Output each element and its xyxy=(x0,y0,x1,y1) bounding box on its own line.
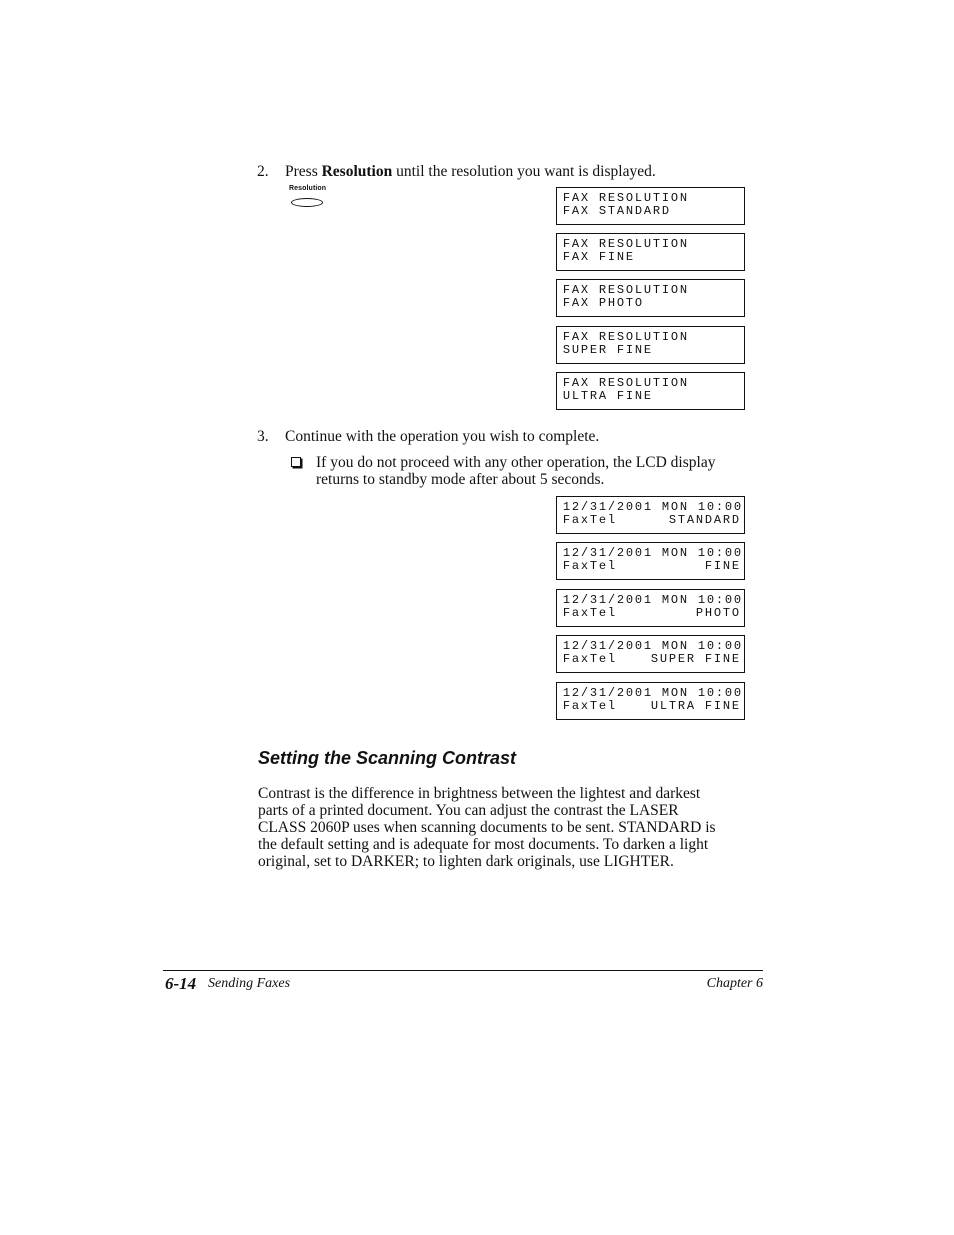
checkbox-bullet-icon xyxy=(291,457,301,467)
paragraph-line: the default setting and is adequate for most documents. To darken a light xyxy=(258,836,709,853)
lcd-line-2-right: F I N E xyxy=(704,559,740,573)
lcd-display xyxy=(556,372,745,410)
page-number: 6-14 xyxy=(165,974,197,993)
lcd-line-2-right: U L T R A F I N E xyxy=(650,699,740,713)
lcd-line-2-left: F A X S T A N D A R D xyxy=(562,204,670,218)
section-heading: Setting the Scanning Contrast xyxy=(258,748,517,768)
lcd-line-1-text: F A X R E S O L U T I O N xyxy=(562,376,688,390)
lcd-line-1-text: 1 2 / 3 1 / 2 0 0 1 M O N 1 0 : 0 0 xyxy=(562,546,742,560)
section-paragraph xyxy=(258,785,764,870)
lcd-line-2-left: F a x T e l xyxy=(562,559,616,573)
lcd-line-2 xyxy=(562,560,740,573)
footer-rule xyxy=(163,970,763,971)
paragraph-line: CLASS 2060P uses when scanning documents to be sent. STANDARD is xyxy=(258,819,716,836)
step-3-number: 3. xyxy=(257,428,269,445)
bullet-text xyxy=(316,454,766,488)
lcd-line-2 xyxy=(562,700,740,713)
footer-chapter: Chapter 6 xyxy=(706,976,763,991)
step-3-text: Continue with the operation you wish to complete. xyxy=(285,428,600,445)
lcd-line-2-left: S U P E R F I N E xyxy=(562,343,652,357)
lcd-line-2-right: S T A N D A R D xyxy=(668,513,740,527)
lcd-display xyxy=(556,635,745,673)
bullet-line-2: returns to standby mode after about 5 seconds. xyxy=(316,471,605,488)
oval-button-icon xyxy=(291,198,323,207)
step-2-number: 2. xyxy=(257,163,269,180)
lcd-line-2-left: F A X F I N E xyxy=(562,250,634,264)
lcd-line-2-left: F A X P H O T O xyxy=(562,296,643,310)
lcd-display xyxy=(556,496,745,534)
lcd-line-1 xyxy=(562,377,740,390)
lcd-line-1-text: 1 2 / 3 1 / 2 0 0 1 M O N 1 0 : 0 0 xyxy=(562,686,742,700)
step-3 xyxy=(257,428,737,446)
lcd-line-1-text: F A X R E S O L U T I O N xyxy=(562,283,688,297)
lcd-line-1 xyxy=(562,238,740,251)
lcd-line-1 xyxy=(562,284,740,297)
lcd-line-1-text: 1 2 / 3 1 / 2 0 0 1 M O N 1 0 : 0 0 xyxy=(562,593,742,607)
lcd-line-2-left: F a x T e l xyxy=(562,652,616,666)
lcd-line-2-left: U L T R A F I N E xyxy=(562,389,652,403)
resolution-button-label: Resolution xyxy=(289,185,327,192)
lcd-display xyxy=(556,542,745,580)
lcd-line-2-right: S U P E R F I N E xyxy=(650,652,740,666)
lcd-display xyxy=(556,279,745,317)
lcd-line-2 xyxy=(562,297,740,310)
lcd-line-2 xyxy=(562,344,740,357)
lcd-display xyxy=(556,187,745,225)
lcd-line-1-text: F A X R E S O L U T I O N xyxy=(562,191,688,205)
step-2-text xyxy=(285,163,656,181)
lcd-display xyxy=(556,233,745,271)
lcd-line-1 xyxy=(562,192,740,205)
step-2 xyxy=(257,163,737,181)
step-2-bold-key: Resolution xyxy=(321,163,393,180)
lcd-line-1-text: 1 2 / 3 1 / 2 0 0 1 M O N 1 0 : 0 0 xyxy=(562,500,742,514)
lcd-line-1-text: 1 2 / 3 1 / 2 0 0 1 M O N 1 0 : 0 0 xyxy=(562,639,742,653)
step-2-suffix: until the resolution you want is displayed. xyxy=(392,163,656,180)
lcd-line-2 xyxy=(562,390,740,403)
lcd-line-2-left: F a x T e l xyxy=(562,699,616,713)
lcd-line-2 xyxy=(562,607,740,620)
lcd-line-2 xyxy=(562,251,740,264)
footer-section: Sending Faxes xyxy=(208,976,291,991)
lcd-line-1-text: F A X R E S O L U T I O N xyxy=(562,330,688,344)
lcd-line-1 xyxy=(562,331,740,344)
lcd-line-2 xyxy=(562,653,740,666)
bullet-line-1: If you do not proceed with any other operation, the LCD display xyxy=(316,454,716,471)
lcd-line-2-left: F a x T e l xyxy=(562,606,616,620)
lcd-line-2 xyxy=(562,205,740,218)
step-2-prefix: Press xyxy=(285,163,322,180)
lcd-line-1-text: F A X R E S O L U T I O N xyxy=(562,237,688,251)
lcd-display xyxy=(556,682,745,720)
lcd-line-2 xyxy=(562,514,740,527)
paragraph-line: parts of a printed document. You can adjust the contrast the LASER xyxy=(258,802,679,819)
lcd-display xyxy=(556,326,745,364)
lcd-line-2-left: F a x T e l xyxy=(562,513,616,527)
lcd-display xyxy=(556,589,745,627)
paragraph-line: Contrast is the difference in brightness between the lightest and darkest xyxy=(258,785,701,802)
lcd-line-2-right: P H O T O xyxy=(695,606,740,620)
paragraph-line: original, set to DARKER; to lighten dark originals, use LIGHTER. xyxy=(258,853,674,870)
